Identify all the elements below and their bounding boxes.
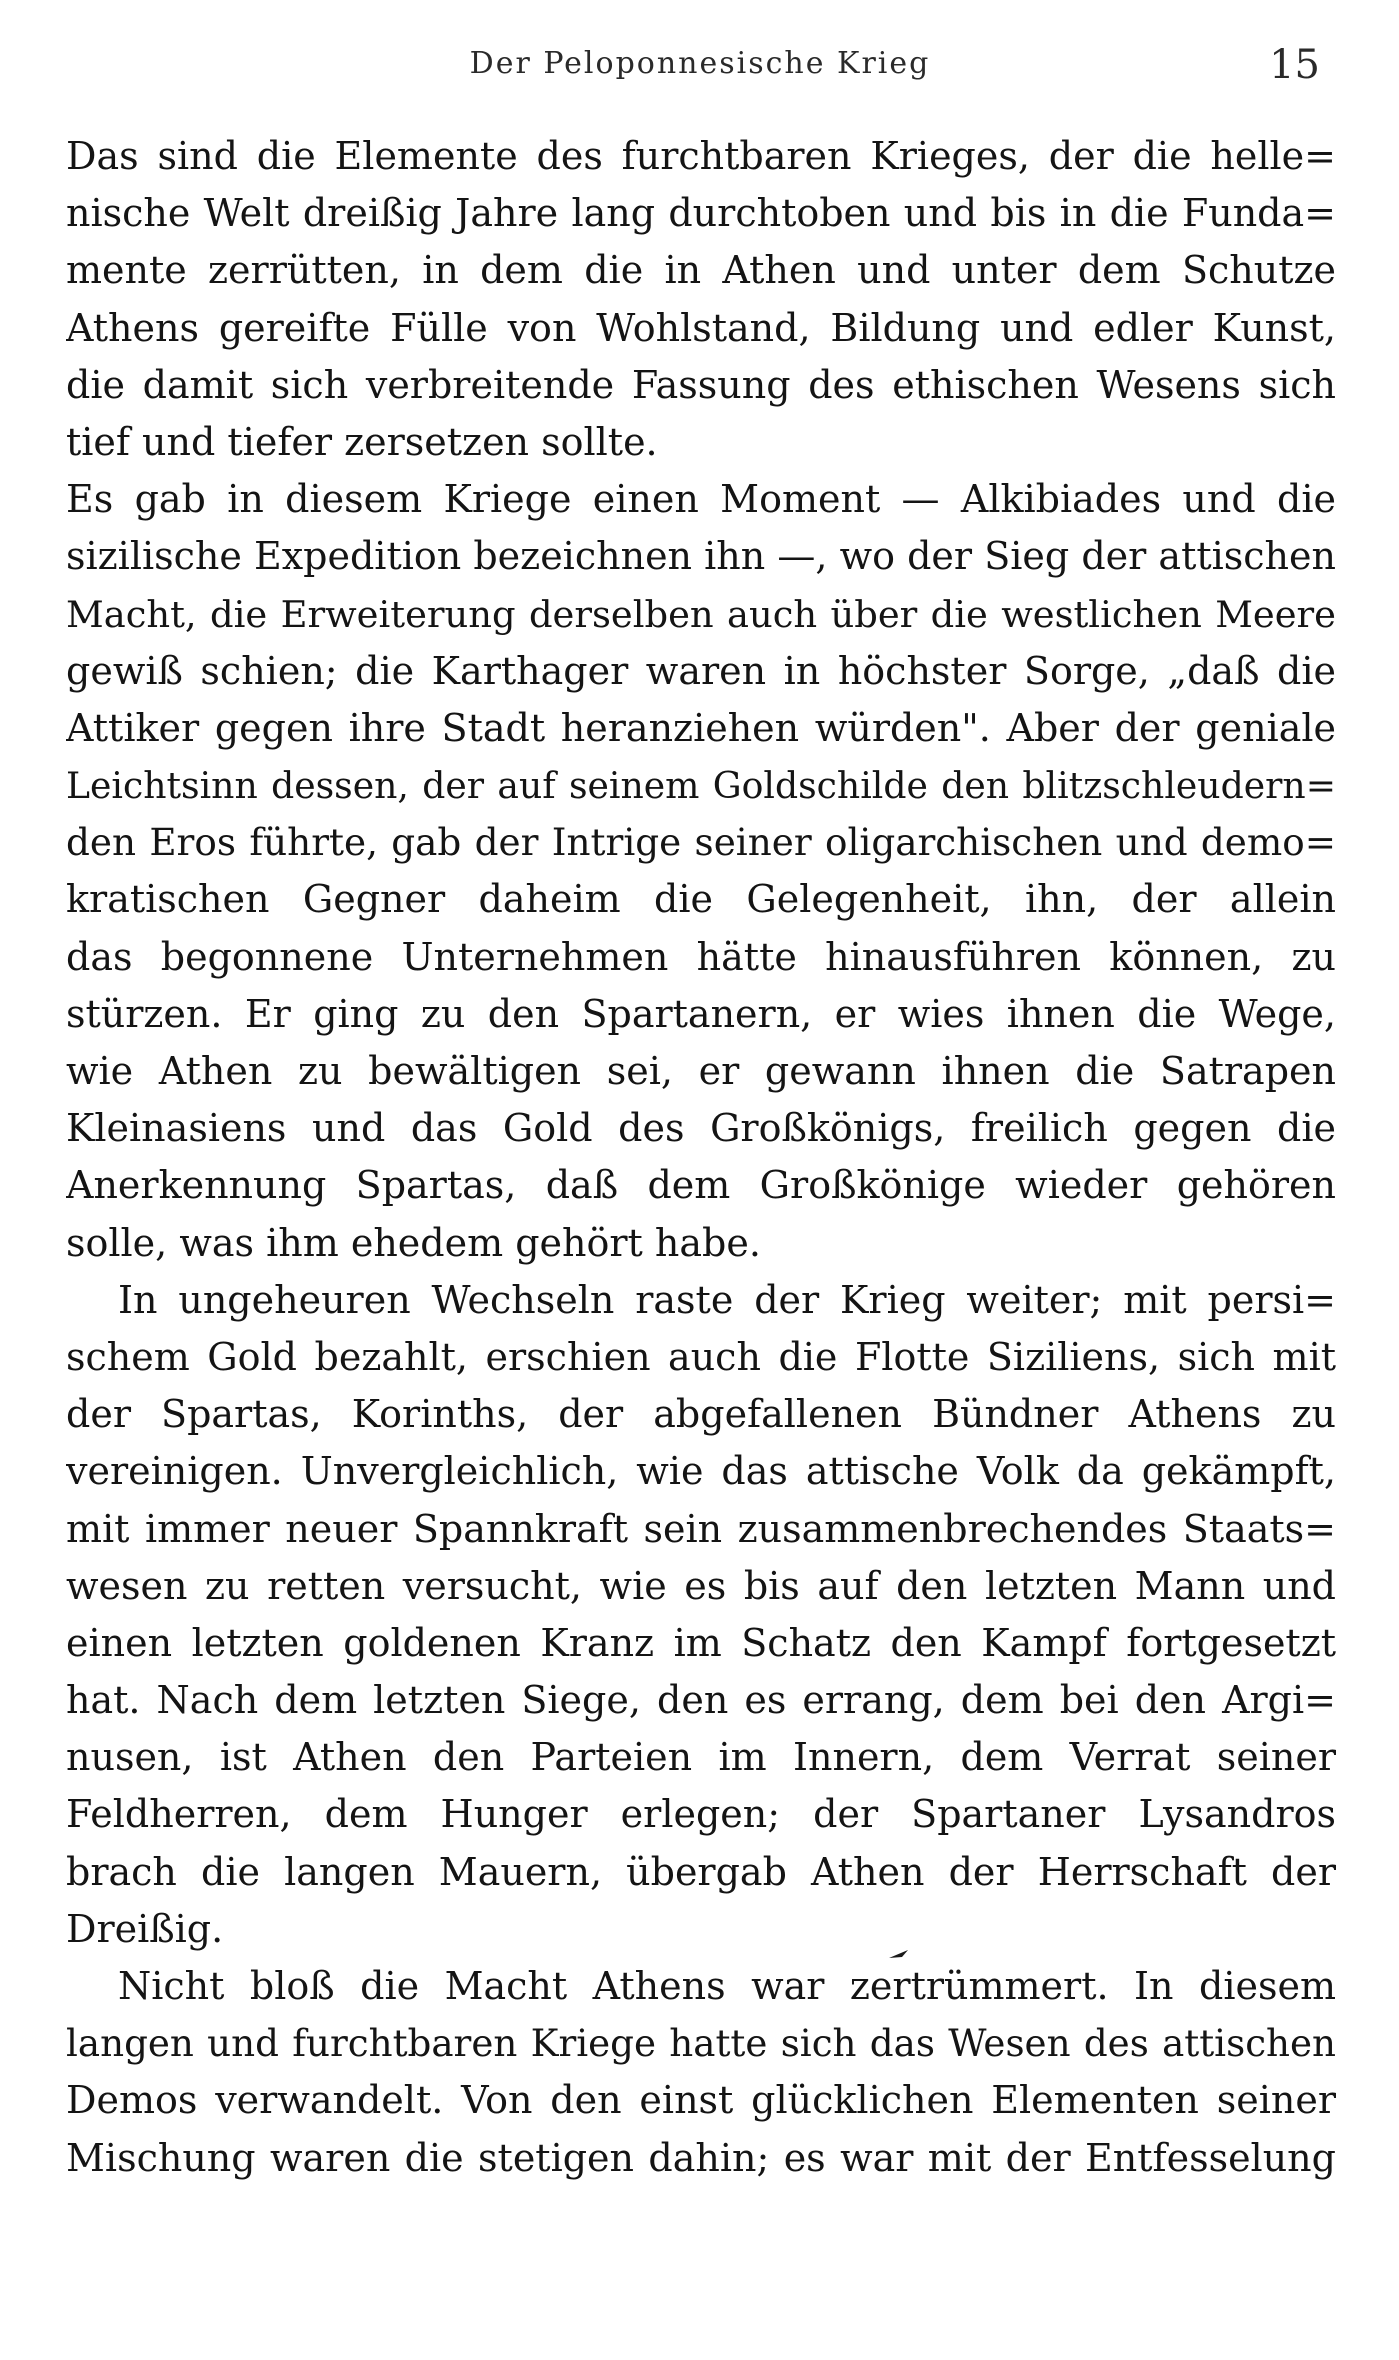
text-line: solle, was ihm ehedem gehört habe. — [66, 1220, 761, 1265]
text-line: langen und furchtbaren Kriege hatte sich das Wesen des attischen — [66, 2021, 1336, 2066]
text-line: Demos verwandelt. Von den einst glücklichen Elementen seiner — [66, 2078, 1336, 2123]
text-line: hat. Nach dem letzten Siege, den es errang, dem bei den Argi= — [66, 1678, 1336, 1723]
text-line: Das sind die Elemente des furchtbaren Krieges, der die helle= — [66, 134, 1336, 178]
text-line: vereinigen. Unvergleichlich, wie das attische Volk da gekämpft, — [66, 1449, 1336, 1494]
text-line: Mischung waren die stetigen dahin; es war mit der Entfesselung — [66, 2135, 1336, 2180]
text-line: das begonnene Unternehmen hätte hinausführen können, zu — [66, 934, 1336, 979]
page-number: 15 — [1269, 42, 1320, 88]
text-line: schem Gold bezahlt, erschien auch die Flotte Siziliens, sich mit — [66, 1334, 1336, 1379]
text-line: der Spartas, Korinths, der abgefallenen Bündner Athens zu — [66, 1392, 1336, 1437]
text-line: tief und tiefer zersetzen sollte. — [66, 419, 658, 464]
text-line: wie Athen zu bewältigen sei, er gewann ihnen die Satrapen — [66, 1049, 1336, 1093]
text-line: stürzen. Er ging zu den Spartanern, er wies ihnen die Wege, — [66, 991, 1336, 1036]
text-line: die damit sich verbreitende Fassung des ethischen Wesens sich — [66, 362, 1336, 407]
text-line: Feldherren, dem Hunger erlegen; der Spartaner Lysandros — [66, 1792, 1336, 1837]
text-line: einen letzten goldenen Kranz im Schatz den Kampf fortgesetzt — [66, 1620, 1336, 1665]
running-head — [80, 42, 1320, 92]
text-line: Leichtsinn dessen, der auf seinem Goldschilde den blitzschleudern= — [66, 764, 1336, 808]
text-line: mit immer neuer Spannkraft sein zusammenbrechendes Staats= — [66, 1506, 1336, 1551]
text-line: Kleinasiens und das Gold des Großkönigs, freilich gegen die — [66, 1106, 1336, 1151]
body-text — [66, 128, 1336, 2187]
text-line: In ungeheuren Wechseln raste der Krieg weiter; mit persi= — [118, 1277, 1336, 1322]
text-line: nische Welt dreißig Jahre lang durchtoben und bis in die Funda= — [66, 191, 1336, 236]
text-line: sizilische Expedition bezeichnen ihn —, wo der Sieg der attischen — [66, 534, 1336, 579]
text-line: Es gab in diesem Kriege einen Moment — Alkibiades und die — [66, 477, 1336, 522]
paragraph-2 — [66, 471, 1336, 1272]
text-line: Nicht bloß die Macht Athens war zertrümmert. In diesem — [118, 1964, 1336, 2008]
paragraph-3 — [66, 1272, 1336, 1958]
text-line: nusen, ist Athen den Parteien im Innern, dem Verrat seiner — [66, 1735, 1336, 1780]
text-line: den Eros führte, gab der Intrige seiner oligarchischen und demo= — [66, 820, 1336, 865]
text-line: brach die langen Mauern, übergab Athen der Herrschaft der — [66, 1849, 1336, 1894]
text-line: Macht, die Erweiterung derselben auch über die westlichen Meere — [66, 592, 1336, 636]
text-line: Attiker gegen ihre Stadt heranziehen würden". Aber der geniale — [66, 705, 1336, 750]
text-line: Dreißig. — [66, 1906, 224, 1951]
paragraph-1 — [66, 128, 1336, 471]
text-line: kratischen Gegner daheim die Gelegenheit, ihn, der allein — [66, 877, 1336, 922]
text-line: gewiß schien; die Karthager waren in höchster Sorge, „daß die — [66, 648, 1336, 693]
running-title: Der Peloponnesische Krieg — [469, 46, 931, 81]
ink-mark-ornament — [888, 1948, 910, 1960]
text-line: Athens gereifte Fülle von Wohlstand, Bildung und edler Kunst, — [66, 305, 1336, 350]
text-line: Anerkennung Spartas, daß dem Großkönige wieder gehören — [66, 1163, 1336, 1208]
text-line: wesen zu retten versucht, wie es bis auf den letzten Mann und — [66, 1563, 1336, 1608]
text-line: mente zerrütten, in dem die in Athen und unter dem Schutze — [66, 248, 1336, 293]
paragraph-4 — [66, 1958, 1336, 2187]
